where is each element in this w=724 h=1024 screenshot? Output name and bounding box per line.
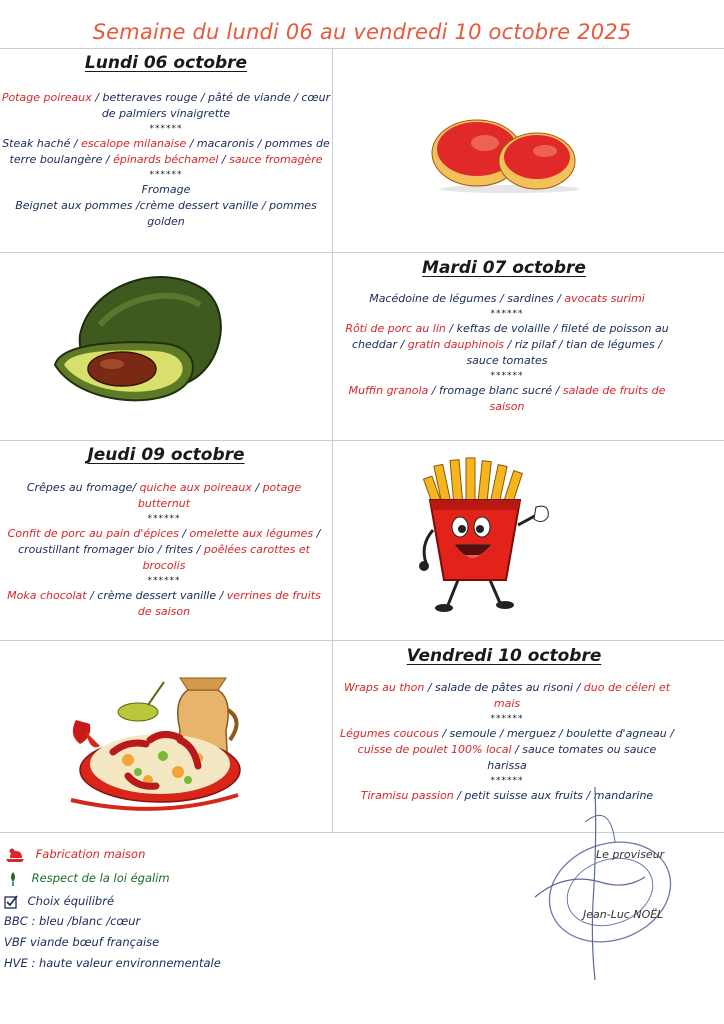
menu-lundi xyxy=(0,90,332,230)
menu-mardi-dessert xyxy=(340,383,674,415)
menu-lundi-plat xyxy=(0,136,332,168)
legend-egalim xyxy=(4,870,170,887)
fries-mascot-illustration xyxy=(408,455,558,620)
cook-icon xyxy=(4,847,26,863)
legend-equilibre-label: Choix équilibré xyxy=(27,894,115,908)
menu-item-text: / sauce tomates ou sauce harissa xyxy=(487,743,657,772)
separator: ****** xyxy=(149,124,183,134)
day-heading-vendredi: Vendredi 10 octobre xyxy=(406,646,602,666)
menu-item-text: salade de fruits de saison xyxy=(489,384,666,413)
page-title: Semaine du lundi 06 au vendredi 10 octobre 2025 xyxy=(92,20,632,44)
menu-mardi-entree xyxy=(340,291,674,307)
menu-item-text: / croustillant fromager bio / frites / xyxy=(18,527,321,556)
grid-line-top xyxy=(0,48,724,49)
menu-item-text: quiche aux poireaux xyxy=(139,481,252,494)
menu-item-text: poêlées carottes et brocolis xyxy=(142,543,310,572)
grid-line-2 xyxy=(0,440,724,441)
legend-egalim-label: Respect de la loi égalim xyxy=(31,871,170,885)
menu-item-text: / semoule / merguez / boulette d'agneau / xyxy=(438,727,674,740)
menu-item-text: / xyxy=(218,153,230,166)
menu-vendredi-entree xyxy=(340,680,674,712)
avocado-illustration xyxy=(50,265,240,415)
menu-lundi-entree xyxy=(0,90,332,122)
legend-fabrication-label: Fabrication maison xyxy=(35,847,146,861)
separator: ****** xyxy=(490,714,524,724)
menu-item-text: / xyxy=(178,527,190,540)
day-heading-jeudi: Jeudi 09 octobre xyxy=(87,445,245,465)
separator: ****** xyxy=(490,371,524,381)
menu-item-text: / riz pilaf / tian de légumes / sauce tomates xyxy=(466,338,662,367)
separator: ****** xyxy=(147,514,181,524)
menu-item-text: potage butternut xyxy=(137,481,302,510)
menu-item-text: Steak haché / xyxy=(2,137,82,150)
day-heading-mardi: Mardi 07 octobre xyxy=(422,258,586,278)
menu-jeudi-plat xyxy=(4,526,324,574)
menu-vendredi-plat xyxy=(340,726,674,774)
menu-item-text: Confit de porc au pain d'épices xyxy=(7,527,179,540)
legend-fabrication xyxy=(4,846,145,863)
menu-item-text: Beignet aux pommes /crème dessert vanille / pommes golden xyxy=(15,199,317,228)
grid-line-3 xyxy=(0,640,724,641)
menu-lundi-dessert xyxy=(0,198,332,230)
couscous-illustration xyxy=(68,660,248,815)
menu-item-text: / betteraves rouge / pâté de viande / cœur de palmiers vinaigrette xyxy=(91,91,331,120)
menu-mardi-plat xyxy=(340,321,674,369)
legend-vbf: VBF viande bœuf française xyxy=(4,935,160,949)
leaf-icon xyxy=(8,871,18,887)
signature-name: Jean-Luc NOËL xyxy=(583,908,664,921)
menu-item-text: Légumes coucous xyxy=(340,727,439,740)
separator: ****** xyxy=(490,776,524,786)
legend-hve: HVE : haute valeur environnementale xyxy=(4,956,221,970)
menu-item-text: Macédoine de légumes / sardines / xyxy=(369,292,565,305)
menu-item-text: Potage poireaux xyxy=(1,91,92,104)
menu-item-text: / crème dessert vanille / xyxy=(86,589,227,602)
menu-item-text: sauce fromagère xyxy=(229,153,323,166)
menu-item-text: / xyxy=(251,481,263,494)
grid-line-center xyxy=(332,48,333,832)
menu-item-text: / macaronis / pommes de terre boulangère / xyxy=(9,137,330,166)
signature-role: Le proviseur xyxy=(596,848,665,861)
menu-item-text: verrines de fruits de saison xyxy=(137,589,321,618)
menu-item-text: / petit suisse aux fruits / mandarine xyxy=(453,789,654,802)
day-heading-lundi: Lundi 06 octobre xyxy=(84,53,248,73)
menu-item-text: Wraps au thon xyxy=(343,681,425,694)
menu-jeudi xyxy=(4,480,324,620)
menu-item-text: / salade de pâtes au risoni / xyxy=(424,681,584,694)
menu-item-text: Rôti de porc au lin xyxy=(345,322,446,335)
menu-item-text: omelette aux légumes xyxy=(189,527,314,540)
menu-item-text: Muffin granola xyxy=(348,384,429,397)
legend-bbc: BBC : bleu /blanc /cœur xyxy=(4,914,141,928)
menu-item-text: Moka chocolat xyxy=(7,589,87,602)
menu-jeudi-dessert xyxy=(4,588,324,620)
grid-line-1 xyxy=(0,252,724,253)
menu-item-text: Tiramisu passion xyxy=(360,789,454,802)
menu-item-text: escalope milanaise xyxy=(81,137,187,150)
separator: ****** xyxy=(149,170,183,180)
menu-lundi-fromage: Fromage xyxy=(141,183,191,196)
menu-item-text: épinards béchamel xyxy=(113,153,219,166)
menu-item-text: duo de céleri et mais xyxy=(493,681,671,710)
school-stamp xyxy=(525,782,695,982)
legend-equilibre xyxy=(4,893,114,909)
menu-mardi xyxy=(340,291,674,415)
menu-item-text: gratin dauphinois xyxy=(407,338,504,351)
checkbox-icon xyxy=(4,895,18,909)
donuts-illustration xyxy=(425,105,585,195)
menu-jeudi-entree xyxy=(4,480,324,512)
menu-item-text: / fromage blanc sucré / xyxy=(428,384,563,397)
menu-item-text: avocats surimi xyxy=(564,292,645,305)
separator: ****** xyxy=(147,576,181,586)
separator: ****** xyxy=(490,309,524,319)
menu-item-text: Crêpes au fromage/ xyxy=(26,481,140,494)
menu-item-text: / keftas de volaille / fileté de poisson au cheddar / xyxy=(352,322,669,351)
menu-item-text: cuisse de poulet 100% local xyxy=(357,743,512,756)
